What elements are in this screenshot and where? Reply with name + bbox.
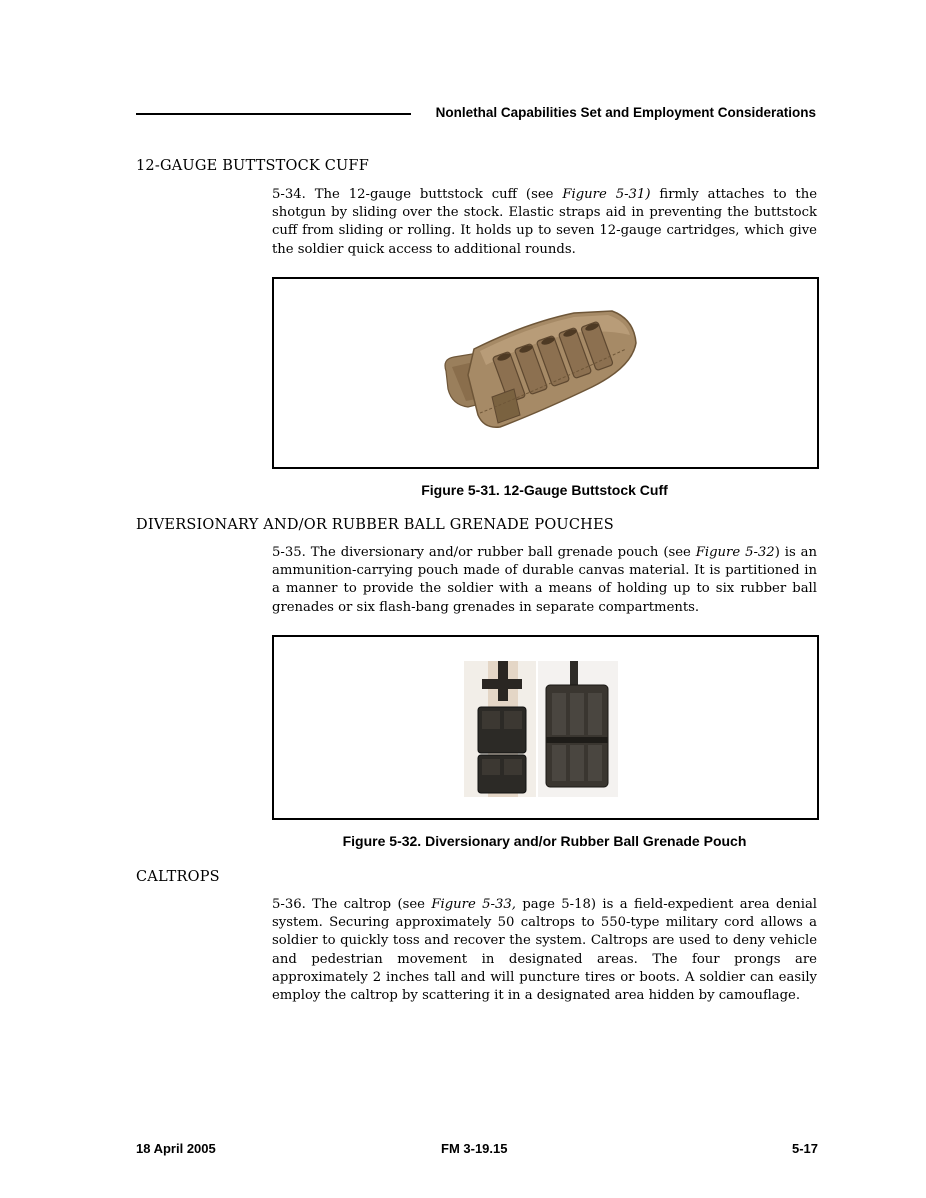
paragraph-text: firmly attaches to the shotgun by sliding over the stock. Elastic straps aid in preventing the buttstock cuff from sliding or rolling. It holds up to seven 12-gauge cartridges, which give the soldier quick access to additional rounds. [272,187,818,257]
figure-reference-link[interactable]: Figure 5-33, [431,897,516,912]
footer-page-number: 5-17 [791,1141,818,1156]
paragraph-5-35 [272,544,817,617]
figure-5-31-frame [272,277,819,469]
paragraph-5-34 [272,186,817,259]
section-heading-grenade-pouches: DIVERSIONARY AND/OR RUBBER BALL GRENADE POUCHES [136,517,614,533]
header-rule [136,113,411,115]
footer-date: 18 April 2005 [136,1141,216,1156]
paragraph-text: 5-36. The caltrop (see [272,897,432,912]
figure-reference-link[interactable]: Figure 5-32 [695,545,775,560]
figure-5-31-caption: Figure 5-31. 12-Gauge Buttstock Cuff [421,482,668,498]
paragraph-5-36 [272,896,817,1005]
figure-reference-link[interactable]: Figure 5-31) [562,187,651,202]
grenade-pouch-photo [274,637,817,818]
paragraph-text: ) is an ammunition-carrying pouch made of durable canvas material. It is partitioned in a manner to provide the soldier with a means of holding up to six rubber ball grenades or six flash-bang grenades in separate compartments. [272,545,817,615]
section-heading-caltrops: CALTROPS [136,869,220,885]
paragraph-text: page 5-18) is a field-expedient area denial system. Securing approximately 50 caltrops to 550-type military cord allows a soldier to quickly toss and recover the system. Caltrops are used to deny vehicle and pedestrian movement in designated areas. The four prongs are approximately 2 inches tall and will puncture tires or boots. A soldier can easily employ the caltrop by scattering it in a designated area hidden by camouflage. [272,897,818,1004]
figure-5-32-frame [272,635,819,820]
paragraph-text: 5-35. The diversionary and/or rubber ball grenade pouch (see [272,545,696,560]
figure-5-32-caption: Figure 5-32. Diversionary and/or Rubber Ball Grenade Pouch [342,833,747,849]
footer-manual-number: FM 3-19.15 [441,1141,508,1156]
buttstock-cuff-photo [274,279,817,467]
section-heading-buttstock-cuff: 12-GAUGE BUTTSTOCK CUFF [136,158,369,174]
running-header: Nonlethal Capabilities Set and Employment Considerations [435,105,816,120]
paragraph-text: 5-34. The 12-gauge buttstock cuff (see [272,187,563,202]
